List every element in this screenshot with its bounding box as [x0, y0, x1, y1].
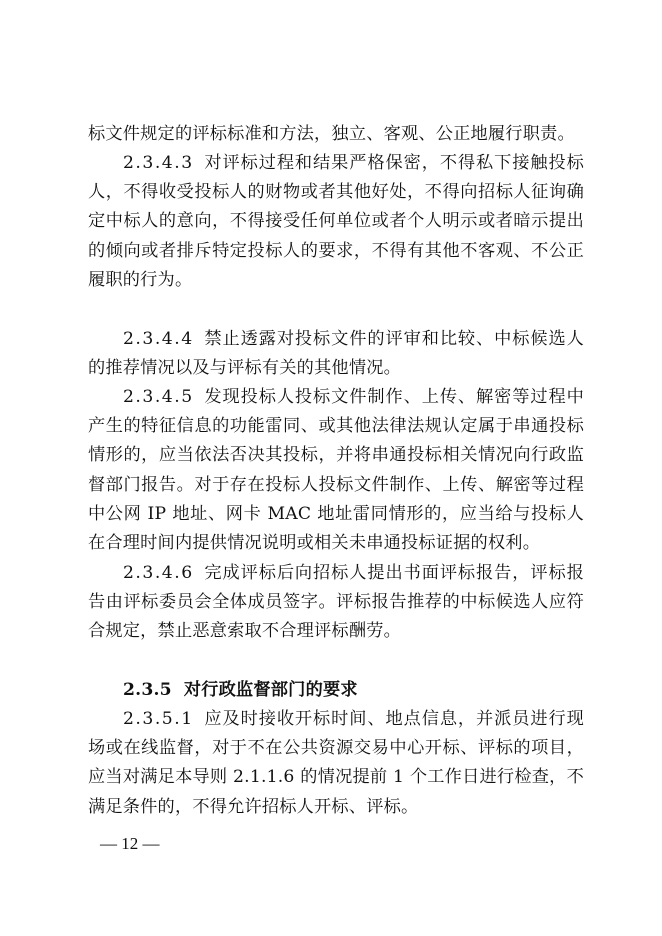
- paragraph-text: 禁止透露对投标文件的评审和比较、中标候选人的推荐情况以及与评标有关的其他情况。: [88, 329, 584, 379]
- paragraph-text: 应及时接收开标时间、地点信息，并派员进行现场或在线监督，对于不在公共资源交易中心开标、评标的项目，应当对满足本导则 2.1.1.6 的情况提前 1 个工作日进行检查，不满足条件的，不得允许招标人开标、评标。: [88, 709, 584, 817]
- paragraph-2-3-5-1: [88, 705, 584, 822]
- section-title: 对行政监督部门的要求: [183, 680, 358, 700]
- page-number: — 12 —: [100, 834, 160, 853]
- clause-number: 2.3.4.4: [123, 329, 194, 349]
- clause-number: 2.3.4.6: [123, 563, 194, 583]
- clause-number: 2.3.4.3: [123, 153, 194, 173]
- paragraph-continuation: [88, 120, 584, 149]
- paragraph-2-3-4-5: [88, 383, 584, 558]
- paragraph-2-3-4-3: [88, 149, 584, 295]
- paragraph-text: 对评标过程和结果严格保密，不得私下接触投标人，不得收受投标人的财物或者其他好处，不得向招标人征询确定中标人的意向，不得接受任何单位或者个人明示或者暗示提出的倾向或者排斥特定投标人的要求，不得有其他不客观、不公正履职的行为。: [88, 153, 584, 290]
- paragraph-text: 发现投标人投标文件制作、上传、解密等过程中产生的特征信息的功能雷同、或其他法律法规认定属于串通投标情形的，应当依法否决其投标，并将串通投标相关情况向行政监督部门报告。对于存在投标人投标文件制作、上传、解密等过程中公网 IP 地址、网卡 MAC 地址雷同情形的，应当给与投标人在合理时间内提供情况说明或相关未串通投标证据的权利。: [88, 387, 584, 554]
- paragraph-text: 标文件规定的评标标准和方法，独立、客观、公正地履行职责。: [88, 124, 575, 144]
- paragraph-text: 完成评标后向招标人提出书面评标报告，评标报告由评标委员会全体成员签字。评标报告推荐的中标候选人应符合规定，禁止恶意索取不合理评标酬劳。: [88, 563, 584, 642]
- section-heading-2-3-5: [88, 676, 584, 705]
- clause-number: 2.3.5.1: [123, 709, 194, 729]
- section-number: 2.3.5: [123, 680, 172, 700]
- clause-number: 2.3.4.5: [123, 387, 194, 407]
- paragraph-2-3-4-6: [88, 559, 584, 647]
- paragraph-2-3-4-4: [88, 325, 584, 383]
